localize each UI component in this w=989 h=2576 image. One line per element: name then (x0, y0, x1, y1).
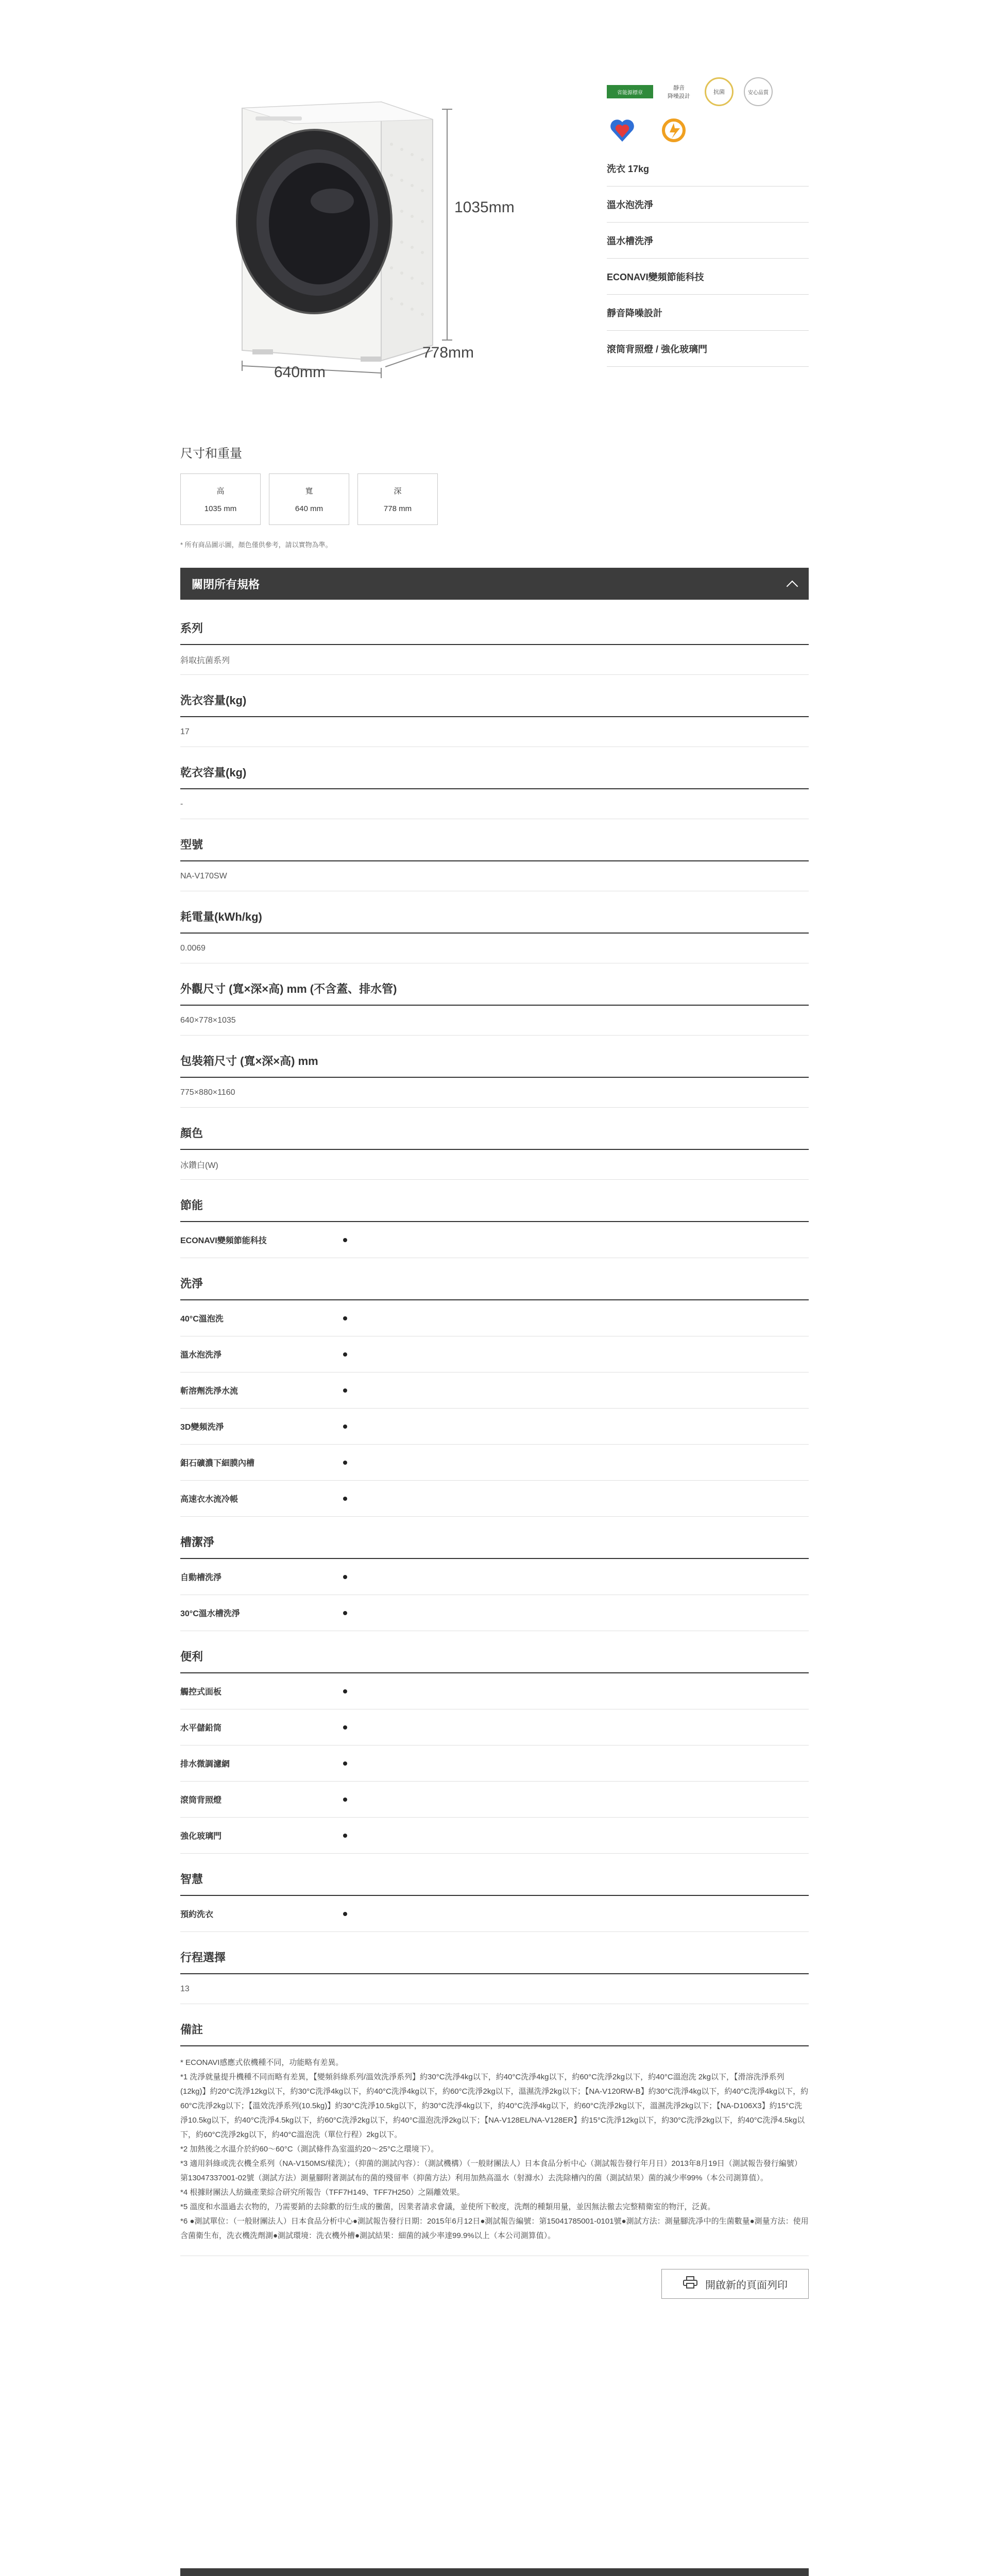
spec-dry-capacity-value: - (180, 789, 809, 819)
feature-capacity: 洗衣 17kg (607, 150, 809, 187)
spec-smart-title: 智慧 (180, 1854, 809, 1896)
spec-feature-name: 30°C溫水槽洗淨 (180, 1609, 240, 1618)
spec-feature-row (180, 1445, 809, 1481)
specs-accordion-header[interactable] (180, 568, 809, 600)
remark-line: *3 適用斜綠或洗衣機全系列（NA-V150MS/樣洗）；（抑菌的測試內容）：（測試機構）（一般財團法人）日本食品分析中心（測試報告發行年月日）2013年8月19日（測試報告發行編號）第13047337001-02號（測試方法）測量腳附著測試布的菌的殘留率（抑菌方法）利用加熱高溫水（射滌水）去洗除槽內的菌（測試結果）菌的減少率99%（本公司測算值）。 (180, 2159, 802, 2182)
spec-series-value: 斜取抗菌系列 (180, 645, 809, 675)
spec-wash-title: 洗淨 (180, 1258, 809, 1300)
depth-box-value: 778 mm (383, 504, 412, 513)
spec-tub-title: 槽潔淨 (180, 1517, 809, 1559)
remark-line: *2 加熱後之水溫介於約60～60°C（測試條件為室溫約20～25°C之環境下）。 (180, 2145, 439, 2154)
supported-dot-icon (343, 1388, 347, 1393)
spec-feature-row (180, 1409, 809, 1445)
spec-feature-name: 排水微調濾網 (180, 1760, 230, 1769)
remark-line: *1 洗淨就量提升機種不同而略有差異，【變頻斜綠系列/溫效洗淨系列】約30°C洗淨4kg以下，約40°C洗淨4kg以下，約60°C洗淨2kg以下，約40°C溫泡洗 2kg以下，【滑溶洗淨系列(12kg)】約20°C洗淨12kg以下，約30°C洗淨4kg以下，約40°C洗淨4kg以下，約60°C洗淨2kg以下，溫濕洗淨2kg以下；【NA-V120RW-B】約30°C洗淨4kg以下，約40°C洗淨4kg以下，約60°C洗淨2kg以下；【溫效洗淨系列(10.5kg)】約30°C洗淨10.5kg以下，約30°C洗淨4kg以下，約40°C洗淨4kg以下，約60°C洗淨2kg以下，溫濕洗淨2kg以下；【NA-D106X3】約15°C洗淨10.5kg以下，約40°C洗淨4.5kg以下，約60°C洗淨2kg以下，約40°C溫泡洗淨2kg以下；【NA-V128EL/NA-V128ER】約15°C洗淨12kg以下，約30°C洗淨2kg以下，約40°C洗淨4.5kg以下，約60°C洗淨2kg以下，約40°C溫泡洗（單位行程）2kg以下。 (180, 2073, 809, 2139)
spec-model-title: 型號 (180, 819, 809, 861)
spec-programs-title: 行程選擇 (180, 1932, 809, 1974)
spec-feature-name: 鉬石礦濃下細膜內槽 (180, 1459, 255, 1468)
width-box-value: 640 mm (295, 504, 323, 513)
feature-quiet: 靜音降噪設計 (607, 295, 809, 331)
supported-dot-icon (343, 1497, 347, 1501)
spec-feature-name: 強化玻璃門 (180, 1832, 222, 1841)
spec-feature-row (180, 1782, 809, 1818)
spec-feature-name: 溫水泡洗淨 (180, 1351, 222, 1360)
spec-feature-name: ECONAVI變頻節能科技 (180, 1236, 267, 1245)
design-badge: 靜音 降噪設計 (668, 85, 690, 99)
spec-wash-capacity-value: 17 (180, 717, 809, 747)
width-dimension-label: 640mm (274, 364, 326, 381)
remark-line: *5 溫度和水溫過去衣物的，乃需要銷的去除歡的衍生成的黴菌，因業者請求會議，並使所下較度，洗劑的種類用量，並因無法徹去完整精衛室的物汗，泛黃。 (180, 2202, 715, 2211)
height-box (180, 473, 261, 525)
print-page-button[interactable] (661, 2269, 809, 2299)
size-weight-title: 尺寸和重量 (180, 447, 242, 461)
supported-dot-icon (343, 1461, 347, 1465)
spec-feature-row (180, 1595, 809, 1631)
spec-feature-name: 高速衣水流冷帳 (180, 1495, 238, 1504)
spec-feature-row (180, 1481, 809, 1517)
spec-color-title: 顏色 (180, 1108, 809, 1150)
spec-feature-row (180, 1300, 809, 1336)
spec-series-title: 系列 (180, 603, 809, 645)
depth-box-label: 深 (394, 487, 402, 496)
height-dimension-label: 1035mm (454, 199, 515, 216)
certification-badges (607, 75, 809, 108)
spec-power-title: 耗電量(kWh/kg) (180, 891, 809, 934)
spec-feature-name: 觸控式面板 (180, 1688, 222, 1697)
spec-package-dimension-value: 775×880×1160 (180, 1078, 809, 1108)
washer-product-image (211, 72, 500, 392)
heart-logo-icon (607, 115, 638, 146)
width-box-label: 寬 (305, 487, 313, 496)
spec-feature-row (180, 1896, 809, 1932)
quality-badge-icon: 安心品質 (744, 77, 773, 106)
supported-dot-icon (343, 1575, 347, 1579)
spec-remarks-title: 備註 (180, 2004, 809, 2046)
supported-dot-icon (343, 1238, 347, 1242)
width-box (269, 473, 349, 525)
supported-dot-icon (343, 1798, 347, 1802)
spec-model-value: NA-V170SW (180, 861, 809, 891)
spec-feature-row (180, 1222, 809, 1258)
size-note: * 所有商品圖示圖，顏色僅供參考，請以實物為準。 (180, 541, 332, 549)
remarks-notes (180, 2046, 809, 2256)
specs-list (180, 603, 809, 2312)
spec-feature-name: 預約洗衣 (180, 1910, 214, 1919)
remark-line: * ECONAVI感應式依機種不同，功能略有差異。 (180, 2058, 344, 2067)
printer-icon (683, 2276, 698, 2292)
spec-outer-dimension-value: 640×778×1035 (180, 1006, 809, 1036)
spec-wash-capacity-title: 洗衣容量(kg) (180, 675, 809, 717)
feature-tub-clean: 溫水槽洗淨 (607, 223, 809, 259)
spec-power-value: 0.0069 (180, 934, 809, 963)
height-box-label: 高 (216, 487, 225, 496)
feature-warm-soak: 溫水泡洗淨 (607, 187, 809, 223)
spec-feature-name: 自動槽洗淨 (180, 1573, 222, 1582)
depth-box (357, 473, 438, 525)
spec-feature-name: 40°C溫泡洗 (180, 1315, 224, 1324)
supported-dot-icon (343, 1352, 347, 1357)
feature-list (607, 75, 809, 367)
print-button-label: 開啟新的頁面列印 (705, 2279, 788, 2291)
spec-energy-title: 節能 (180, 1180, 809, 1222)
height-box-value: 1035 mm (204, 504, 237, 513)
supported-dot-icon (343, 1425, 347, 1429)
spec-feature-row (180, 1745, 809, 1782)
supported-dot-icon (343, 1834, 347, 1838)
spec-feature-row (180, 1818, 809, 1854)
spec-feature-name: 滾筒背照燈 (180, 1796, 222, 1805)
feature-econavi: ECONAVI變頻節能科技 (607, 259, 809, 295)
feature-backlight-door: 滾筒背照燈 / 強化玻璃門 (607, 331, 809, 367)
remark-line: *6 ●測試單位：（一般財團法人）日本食品分析中心●測試報告發行日期：2015年6月12日●測試報告編號：第15041785001-0101號●測試方法：測量腳洗凈中的生菌數量●測量方法：使用含菌衛生布，洗衣機洗劑測●測試環境：洗衣機外槽●測試結果：細菌的減少率達99.9%以上（本公司測算值）。 (180, 2217, 809, 2240)
spec-feature-name: 斬溶劑洗淨水流 (180, 1387, 238, 1396)
spec-color-value: 冰鑽白(W) (180, 1150, 809, 1180)
spec-programs-value: 13 (180, 1974, 809, 2004)
certification-badges-row2 (607, 110, 809, 150)
depth-dimension-label: 778mm (422, 344, 474, 361)
spec-package-dimension-title: 包裝箱尺寸 (寬×深×高) mm (180, 1036, 809, 1078)
spec-feature-row (180, 1372, 809, 1409)
supported-dot-icon (343, 1761, 347, 1766)
energy-saving-logo-icon (658, 115, 694, 146)
spec-feature-row (180, 1336, 809, 1372)
spec-feature-row (180, 1673, 809, 1709)
chevron-up-icon[interactable] (786, 578, 797, 589)
spec-convenience-title: 便利 (180, 1631, 809, 1673)
supported-dot-icon (343, 1316, 347, 1320)
antibacterial-badge-icon: 抗菌 (705, 77, 734, 106)
spec-feature-row (180, 1559, 809, 1595)
spec-feature-name: 水平儲鉛筒 (180, 1724, 222, 1733)
product-hero (0, 0, 989, 422)
specs-accordion-title: 關閉所有規格 (192, 578, 260, 591)
energy-label-badge: 省能源標章 (607, 85, 653, 98)
spec-feature-name: 3D變頻洗淨 (180, 1423, 224, 1432)
size-weight-section (180, 443, 809, 549)
spec-outer-dimension-title: 外觀尺寸 (寬×深×高) mm (不含蓋、排水管) (180, 963, 809, 1006)
spec-dry-capacity-title: 乾衣容量(kg) (180, 747, 809, 789)
supported-dot-icon (343, 1689, 347, 1693)
supported-dot-icon (343, 1725, 347, 1730)
spec-feature-row (180, 1709, 809, 1745)
install-accordion-header[interactable] (180, 2568, 809, 2576)
supported-dot-icon (343, 1912, 347, 1916)
supported-dot-icon (343, 1611, 347, 1615)
remark-line: *4 根據財團法人紡織產業綜合研究所報告（TFF7H149、TFF7H250）之隔離效果。 (180, 2188, 465, 2197)
